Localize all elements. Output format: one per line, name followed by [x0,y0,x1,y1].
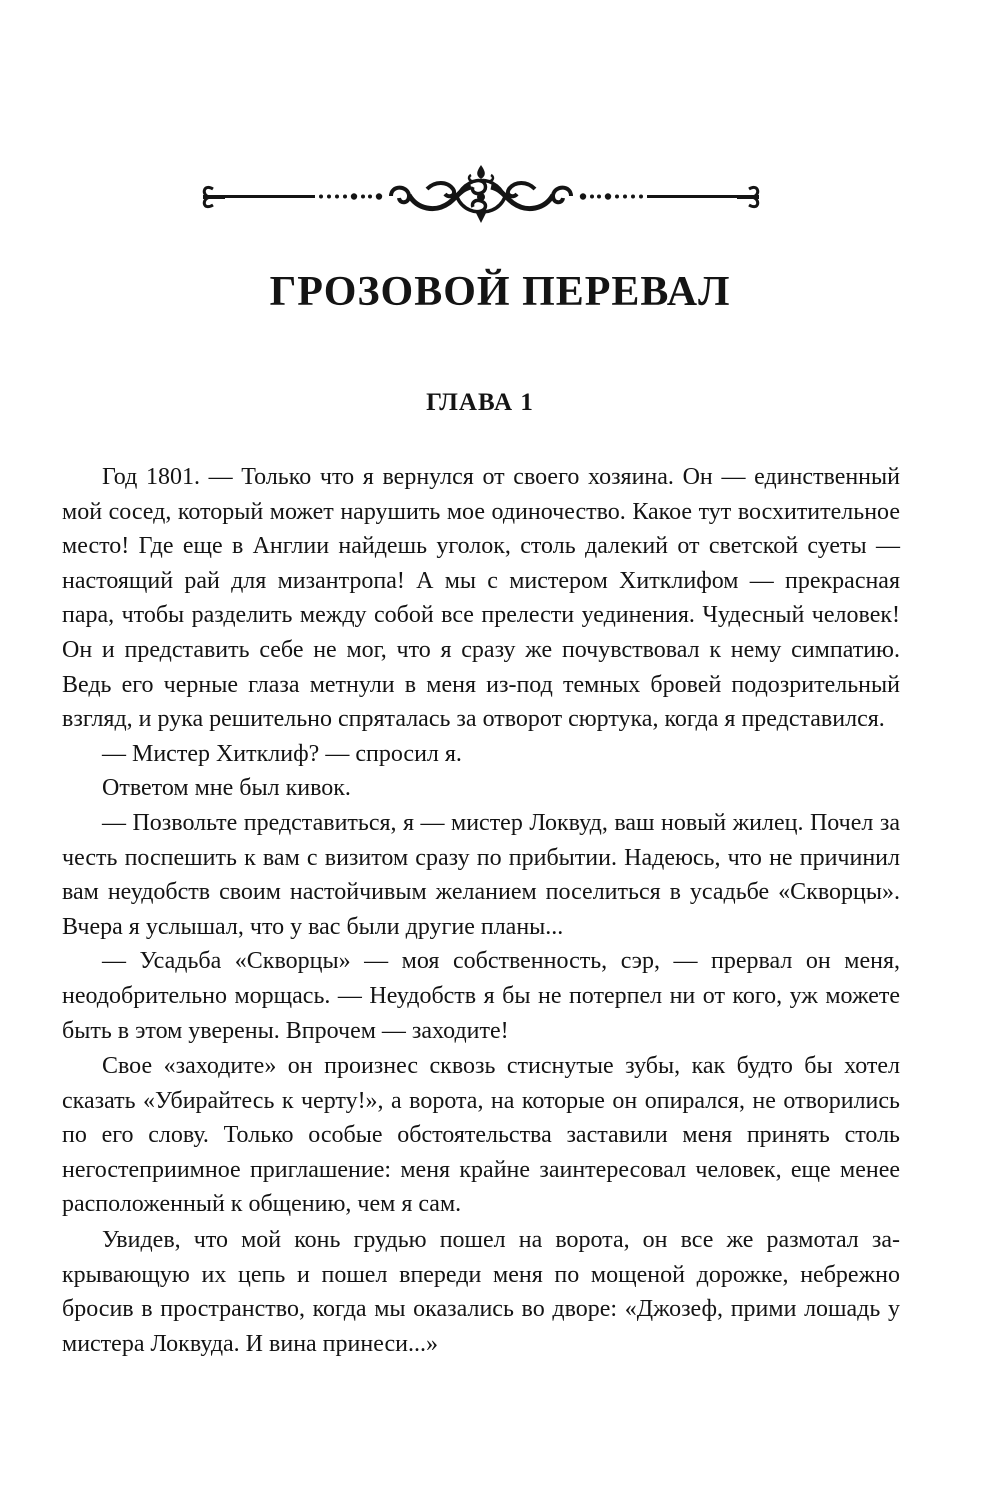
paragraph: Увидев, что мой конь грудью пошел на ворота, он все же размотал закрывающую их цепь и пошел впереди меня по мощеной дорожке, небрежно бросив в пространство, когда мы оказались во дворе: «Джозеф, прими лошадь у мистера Локвуда. И вина принеси...» [62,1227,900,1357]
decorative-ornament-icon [195,163,767,229]
chapter-text [62,460,900,1361]
chapter-title: ГЛАВА 1 [426,389,534,416]
paragraph: Ответом мне был кивок. [102,775,351,802]
book-title: ГРОЗОВОЙ ПЕРЕВАЛ [269,269,731,315]
paragraph: Свое «заходите» он произнес сквозь стиснутые зубы, как будто бы хотел сказать «Убирайтесь к черту!», а ворота, на которые он опирался, не отворились по его слову. Только особые обстоятельства заставили меня принять столь негостеприимное приглашение: меня крайне заинтересовал человек, еще менее расположенный к общению, чем я сам. [62,1053,900,1218]
paragraph: — Усадьба «Скворцы» — моя собственность, сэр, — прервал он меня, неодобрительно морщась. — Неудобств я бы не потерпел ни от кого, уж можете быть в этом уверены. Впрочем — заходите! [62,948,900,1044]
paragraph: — Мистер Хитклиф? — спросил я. [102,740,462,767]
paragraph: Год 1801. — Только что я вернулся от своего хозяина. Он — единственный мой сосед, который может нарушить мое одиночество. Какое тут восхитительное место! Где еще в Англии найдешь уголок, столь далекий от светской суеты — настоящий рай для мизантропа! А мы с мистером Хитклифом — прекрасная пара, чтобы разделить между собой все прелести уединения. Чудесный человек! Он и представить себе не мог, что я сразу же почувствовал к нему симпатию. Ведь его черные глаза метнули в меня из-под темных бровей подозрительный взгляд, и рука решительно спряталась за отворот сюртука, когда я представился. [62,464,900,733]
paragraph: — Позвольте представиться, я — мистер Локвуд, ваш новый жилец. Почел за честь поспешить к вам с визитом сразу по прибытии. Надеюсь, что не причинил вам неудобств своим настойчивым желанием поселиться в усадьбе «Скворцы». Вчера я услышал, что у вас были другие планы... [62,809,900,940]
